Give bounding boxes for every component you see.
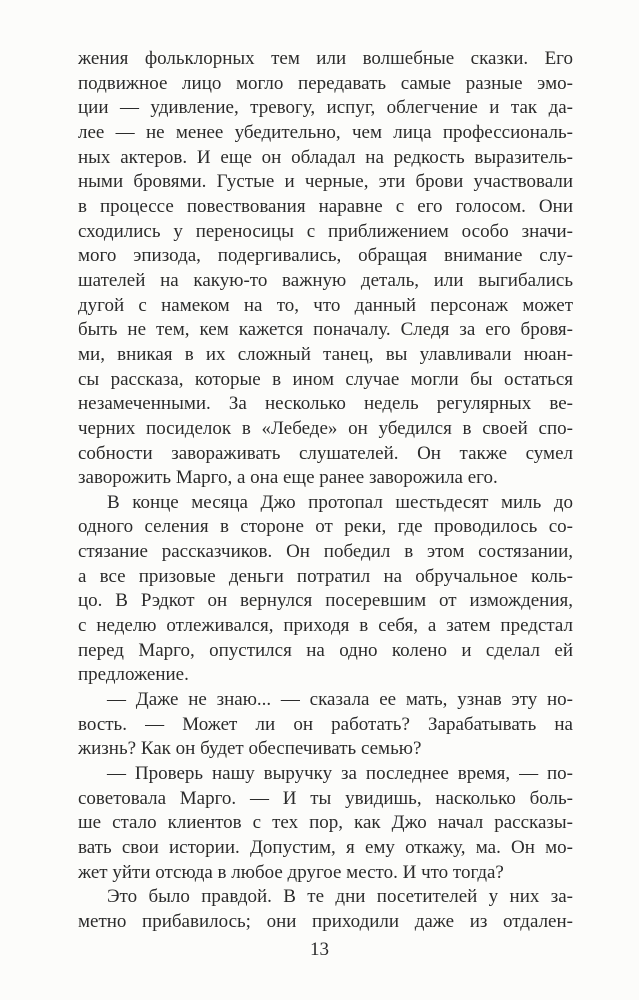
text-line [78,294,573,319]
body-text [78,47,573,935]
text-line-content: вать свои истории. Допустим, я ему откажу, ма. Он мо- [78,837,573,858]
text-line [78,195,573,220]
text-line [78,318,573,343]
text-line-content: ше стало клиентов с тех пор, как Джо начал рассказы- [78,812,573,834]
text-line-content: метно прибавилось; они приходили даже из отдален- [78,910,573,932]
text-line-content: в процессе повествования наравне с его голосом. Они [78,195,573,217]
text-line [78,466,573,491]
text-line [78,72,573,97]
text-line [78,417,573,442]
text-line-content: подвижное лицо могло передавать самые разные эмо- [78,72,573,94]
page-number: 13 [310,939,329,960]
text-line-content: а все призовые деньги потратил на обручальное коль- [78,565,573,587]
text-line-content: лее — не менее убедительно, чем лица профессиональ- [78,121,573,143]
paragraph [78,885,573,934]
paragraph [78,762,573,885]
text-line-content: жет уйти отсюда в любое другое место. И что тогда? [78,861,504,883]
text-line [78,885,573,910]
paragraph [78,491,573,688]
text-line [78,762,573,787]
text-line [78,170,573,195]
text-line-content: с неделю отлеживался, приходя в себя, а затем предстал [78,615,573,637]
text-line [78,244,573,269]
text-line-content: ных актеров. И еще он обладал на редкость выразитель- [78,146,573,168]
text-line [78,589,573,614]
text-line [78,663,573,688]
text-line [78,811,573,836]
text-line [78,343,573,368]
text-line-content: Это было правдой. В те дни посетителей у них за- [107,886,573,908]
text-line [78,491,573,516]
text-line-content: — Проверь нашу выручку за последнее время, — по- [107,763,573,785]
text-line-content: стязание рассказчиков. Он победил в этом состязании, [78,541,573,563]
text-line [78,47,573,72]
text-line-content: — Даже не знаю... — сказала ее мать, узнав эту но- [107,689,573,711]
text-line-content: предложение. [78,664,189,686]
text-line-content: сы рассказа, которые в ином случае могли бы остаться [78,368,573,390]
paragraph [78,688,573,762]
text-line [78,146,573,171]
paragraph [78,47,573,491]
text-line [78,688,573,713]
text-line [78,836,573,861]
text-line [78,565,573,590]
text-line-content: дугой с намеком на то, что данный персонаж может [78,294,573,316]
text-line-content: сходились у переносицы с приближением особо значи- [78,220,573,242]
text-line-content: шателей на какую-то важную деталь, или выгибались [78,269,573,291]
text-line [78,269,573,294]
text-line [78,121,573,146]
text-line-content: перед Марго, опустился на одно колено и сделал ей [78,639,573,661]
text-line [78,713,573,738]
text-line [78,639,573,664]
text-line-content: собности завораживать слушателей. Он также сумел [78,442,573,464]
text-line-content: мого эпизода, подергивались, обращая внимание слу- [78,245,573,267]
text-line [78,787,573,812]
text-line-content: цо. В Рэдкот он вернулся посеревшим от измождения, [78,590,573,612]
text-line-content: советовала Марго. — И ты увидишь, насколько боль- [78,787,573,809]
text-line [78,392,573,417]
text-line-content: ными бровями. Густые и черные, эти брови участвовали [78,171,573,193]
text-line [78,737,573,762]
text-line-content: ции — удивление, тревогу, испуг, облегчение и так да- [78,97,573,119]
text-line-content: жения фольклорных тем или волшебные сказки. Его [78,48,573,69]
text-line [78,515,573,540]
text-line [78,910,573,935]
text-line [78,861,573,886]
text-line-content: ми, вникая в их сложный танец, вы улавливали нюан- [78,343,573,365]
text-line [78,96,573,121]
text-line [78,368,573,393]
text-line-content: заворожить Марго, а она еще ранее заворожила его. [78,467,498,489]
text-line-content: черних посиделок в «Лебеде» он убедился в своей спо- [78,417,573,439]
text-line-content: В конце месяца Джо протопал шестьдесят миль до [107,491,573,513]
text-line-content: вость. — Может ли он работать? Зарабатывать на [78,713,573,735]
text-line-content: жизнь? Как он будет обеспечивать семью? [78,738,422,760]
text-line-content: быть не тем, кем кажется поначалу. Следя за его бровя- [78,319,573,341]
text-line [78,540,573,565]
text-line-content: одного селения в стороне от реки, где проводилось со- [78,516,573,538]
text-line [78,614,573,639]
text-line [78,442,573,467]
text-line-content: незамеченными. За несколько недель регулярных ве- [78,393,573,415]
text-line [78,220,573,245]
